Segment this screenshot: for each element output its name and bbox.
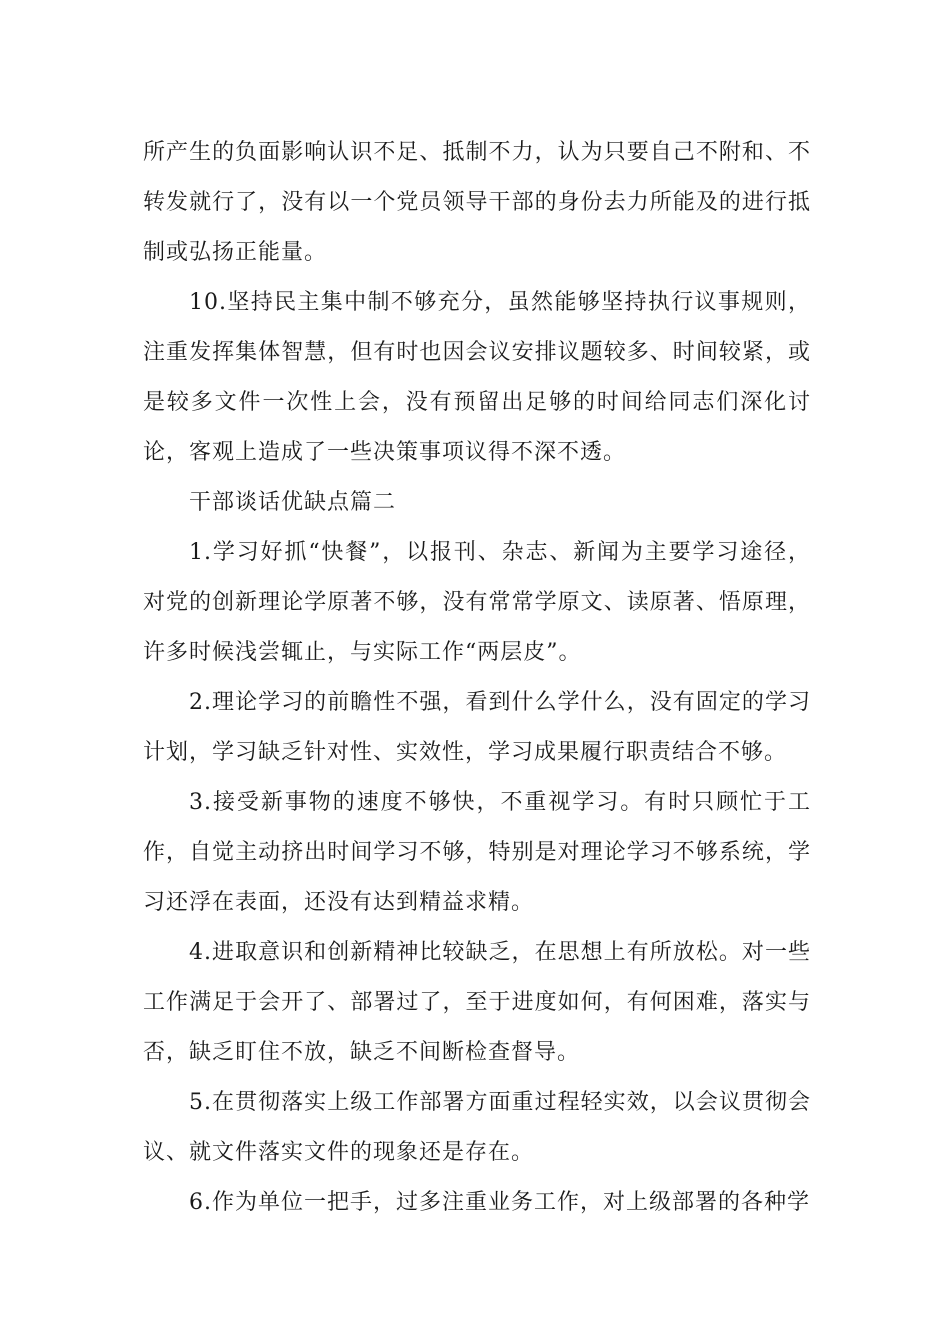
paragraph-item-5: 5.在贯彻落实上级工作部署方面重过程轻实效，以会议贯彻会议、就文件落实文件的现象还是存在。 — [143, 1090, 811, 1165]
paragraph-continued: 所产生的负面影响认识不足、抵制不力，认为只要自己不附和、不转发就行了，没有以一个党员领导干部的身份去力所能及的进行抵制或弘扬正能量。 — [143, 140, 811, 265]
paragraph-item-10: 10.坚持民主集中制不够充分，虽然能够坚持执行议事规则，注重发挥集体智慧，但有时也因会议安排议题较多、时间较紧，或是较多文件一次性上会，没有预留出足够的时间给同志们深化讨论，客观上造成了一些决策事项议得不深不透。 — [143, 290, 811, 465]
document-body — [143, 128, 811, 1228]
paragraph-item-4: 4.进取意识和创新精神比较缺乏，在思想上有所放松。对一些工作满足于会开了、部署过了，至于进度如何，有何困难，落实与否，缺乏盯住不放，缺乏不间断检查督导。 — [143, 940, 811, 1065]
paragraph-item-2: 2.理论学习的前瞻性不强，看到什么学什么，没有固定的学习计划，学习缺乏针对性、实效性，学习成果履行职责结合不够。 — [143, 690, 811, 765]
paragraph-item-6: 6.作为单位一把手，过多注重业务工作，对上级部署的各种学 — [189, 1190, 810, 1215]
section-heading: 干部谈话优缺点篇二 — [189, 490, 397, 515]
paragraph-item-1: 1.学习好抓“快餐”，以报刊、杂志、新闻为主要学习途径，对党的创新理论学原著不够，没有常常学原文、读原著、悟原理，许多时候浅尝辄止，与实际工作“两层皮”。 — [143, 540, 811, 665]
paragraph-item-3: 3.接受新事物的速度不够快，不重视学习。有时只顾忙于工作，自觉主动挤出时间学习不够，特别是对理论学习不够系统，学习还浮在表面，还没有达到精益求精。 — [143, 790, 811, 915]
